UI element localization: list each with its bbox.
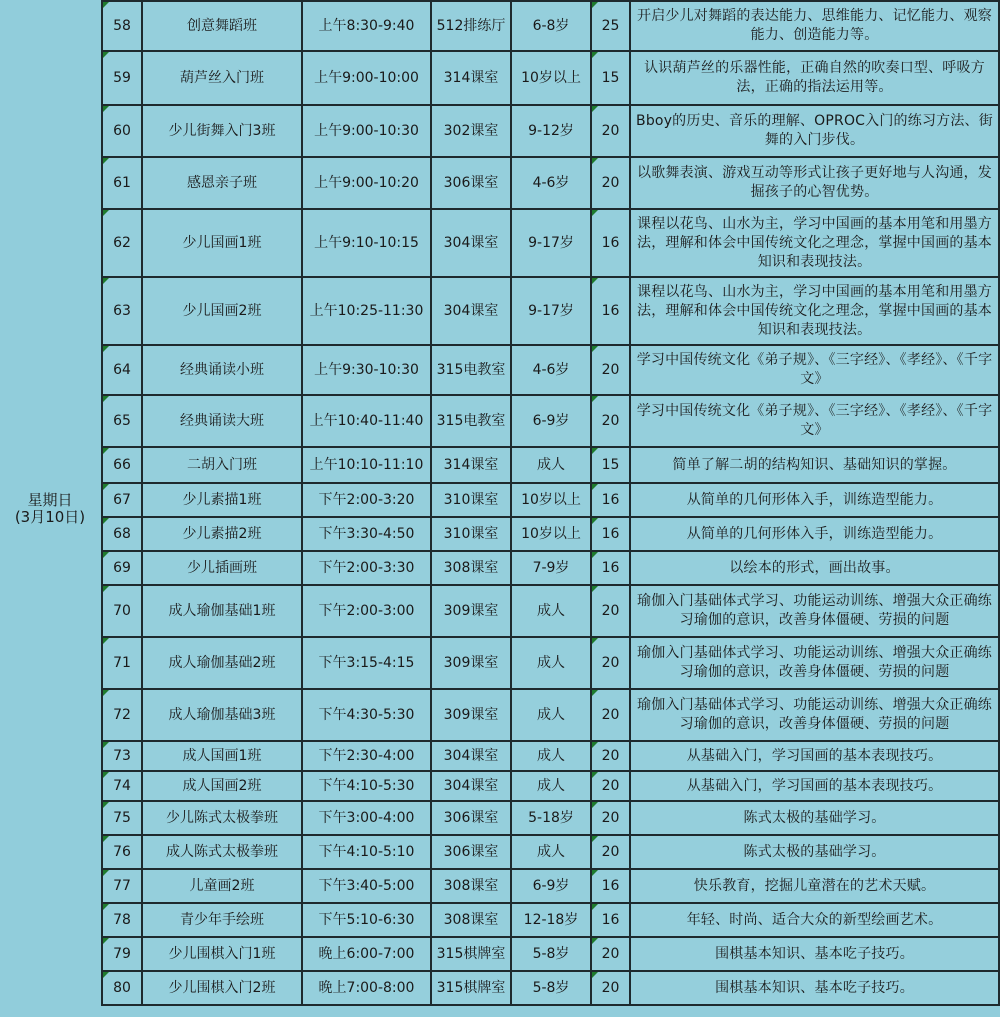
class-capacity: 20 [591,157,630,209]
class-room: 308课室 [431,903,511,937]
class-time: 下午4:10-5:30 [302,771,431,801]
class-capacity: 20 [591,689,630,741]
table-row [102,395,999,447]
class-name: 成人瑜伽基础3班 [142,689,302,741]
class-number: 59 [102,51,142,105]
class-description: 围棋基本知识、基本吃子技巧。 [630,937,999,971]
class-capacity: 20 [591,345,630,395]
class-room: 306课室 [431,157,511,209]
table-row [102,51,999,105]
class-number: 69 [102,551,142,585]
class-number: 73 [102,741,142,771]
table-row [102,637,999,689]
table-row [102,345,999,395]
class-name: 少儿陈式太极拳班 [142,801,302,835]
class-description: 认识葫芦丝的乐器性能，正确自然的吹奏口型、呼吸方法，正确的指法运用等。 [630,51,999,105]
class-capacity: 20 [591,585,630,637]
class-capacity: 16 [591,869,630,903]
class-age: 9-12岁 [511,105,591,157]
class-number: 76 [102,835,142,869]
class-name: 成人瑜伽基础2班 [142,637,302,689]
table-row [102,689,999,741]
table-row [102,801,999,835]
class-time: 下午2:00-3:20 [302,483,431,517]
class-capacity: 20 [591,835,630,869]
class-age: 成人 [511,447,591,483]
class-description: 从简单的几何形体入手，训练造型能力。 [630,483,999,517]
class-description: 瑜伽入门基础体式学习、功能运动训练、增强大众正确练习瑜伽的意识，改善身体僵硬、劳损的问题 [630,585,999,637]
class-number: 70 [102,585,142,637]
class-description: 学习中国传统文化《弟子规》、《三字经》、《孝经》、《千字文》 [630,345,999,395]
day-name: 星期日 [27,491,73,509]
class-number: 62 [102,209,142,277]
class-capacity: 25 [591,1,630,51]
class-capacity: 20 [591,771,630,801]
table-row [102,741,999,771]
class-capacity: 20 [591,937,630,971]
class-name: 成人陈式太极拳班 [142,835,302,869]
table-row [102,277,999,345]
class-description: 年轻、时尚、适合大众的新型绘画艺术。 [630,903,999,937]
class-room: 315棋牌室 [431,971,511,1005]
class-age: 6-9岁 [511,395,591,447]
class-time: 下午5:10-6:30 [302,903,431,937]
class-name: 少儿围棋入门1班 [142,937,302,971]
class-capacity: 16 [591,209,630,277]
class-room: 314课室 [431,51,511,105]
class-description: 陈式太极的基础学习。 [630,801,999,835]
class-name: 少儿街舞入门3班 [142,105,302,157]
class-room: 304课室 [431,771,511,801]
class-age: 5-18岁 [511,801,591,835]
class-description: 陈式太极的基础学习。 [630,835,999,869]
class-room: 309课室 [431,585,511,637]
schedule-table [101,0,1000,1006]
class-room: 304课室 [431,741,511,771]
class-capacity: 20 [591,637,630,689]
class-name: 成人国画2班 [142,771,302,801]
class-age: 6-9岁 [511,869,591,903]
class-room: 512排练厅 [431,1,511,51]
class-number: 66 [102,447,142,483]
class-room: 302课室 [431,105,511,157]
class-time: 上午10:25-11:30 [302,277,431,345]
class-description: 开启少儿对舞蹈的表达能力、思维能力、记忆能力、观察能力、创造能力等。 [630,1,999,51]
class-capacity: 16 [591,551,630,585]
class-room: 306课室 [431,835,511,869]
class-age: 5-8岁 [511,971,591,1005]
class-time: 下午4:10-5:10 [302,835,431,869]
class-name: 创意舞蹈班 [142,1,302,51]
table-row [102,971,999,1005]
class-name: 少儿插画班 [142,551,302,585]
class-age: 成人 [511,637,591,689]
class-number: 64 [102,345,142,395]
class-age: 成人 [511,771,591,801]
class-name: 二胡入门班 [142,447,302,483]
table-row [102,835,999,869]
class-age: 9-17岁 [511,277,591,345]
class-number: 61 [102,157,142,209]
class-room: 315电教室 [431,345,511,395]
class-age: 成人 [511,741,591,771]
class-room: 314课室 [431,447,511,483]
class-time: 上午8:30-9:40 [302,1,431,51]
class-number: 80 [102,971,142,1005]
class-number: 77 [102,869,142,903]
class-capacity: 20 [591,105,630,157]
table-row [102,483,999,517]
table-row [102,105,999,157]
table-row [102,517,999,551]
class-description: 以歌舞表演、游戏互动等形式让孩子更好地与人沟通，发掘孩子的心智优势。 [630,157,999,209]
class-name: 经典诵读大班 [142,395,302,447]
class-age: 12-18岁 [511,903,591,937]
class-capacity: 16 [591,903,630,937]
table-row [102,157,999,209]
class-time: 上午9:30-10:30 [302,345,431,395]
class-time: 上午9:10-10:15 [302,209,431,277]
table-row [102,1,999,51]
table-row [102,903,999,937]
table-row [102,551,999,585]
class-description: 从简单的几何形体入手，训练造型能力。 [630,517,999,551]
class-room: 310课室 [431,517,511,551]
class-name: 少儿素描2班 [142,517,302,551]
class-time: 下午2:30-4:00 [302,741,431,771]
class-time: 上午9:00-10:00 [302,51,431,105]
class-name: 葫芦丝入门班 [142,51,302,105]
class-age: 10岁以上 [511,51,591,105]
class-number: 58 [102,1,142,51]
class-name: 少儿国画1班 [142,209,302,277]
class-room: 315电教室 [431,395,511,447]
class-age: 5-8岁 [511,937,591,971]
class-capacity: 20 [591,741,630,771]
class-number: 63 [102,277,142,345]
table-row [102,585,999,637]
class-name: 少儿素描1班 [142,483,302,517]
class-description: 学习中国传统文化《弟子规》、《三字经》、《孝经》、《千字文》 [630,395,999,447]
class-room: 309课室 [431,689,511,741]
class-name: 少儿围棋入门2班 [142,971,302,1005]
class-time: 下午3:15-4:15 [302,637,431,689]
day-label [0,492,100,526]
class-name: 青少年手绘班 [142,903,302,937]
class-description: 快乐教育，挖掘儿童潜在的艺术天赋。 [630,869,999,903]
class-time: 上午10:10-11:10 [302,447,431,483]
class-room: 308课室 [431,869,511,903]
class-number: 75 [102,801,142,835]
class-capacity: 20 [591,801,630,835]
class-room: 308课室 [431,551,511,585]
class-description: Bboy的历史、音乐的理解、OPROC入门的练习方法、街舞的入门步伐。 [630,105,999,157]
class-room: 310课室 [431,483,511,517]
class-description: 简单了解二胡的结构知识、基础知识的掌握。 [630,447,999,483]
class-number: 71 [102,637,142,689]
class-description: 以绘本的形式，画出故事。 [630,551,999,585]
class-number: 65 [102,395,142,447]
table-row [102,937,999,971]
class-room: 304课室 [431,277,511,345]
class-time: 晚上6:00-7:00 [302,937,431,971]
class-age: 6-8岁 [511,1,591,51]
class-capacity: 16 [591,517,630,551]
class-capacity: 20 [591,395,630,447]
class-name: 感恩亲子班 [142,157,302,209]
class-time: 上午10:40-11:40 [302,395,431,447]
class-age: 10岁以上 [511,483,591,517]
class-time: 下午3:00-4:00 [302,801,431,835]
class-name: 成人瑜伽基础1班 [142,585,302,637]
class-age: 4-6岁 [511,345,591,395]
class-number: 60 [102,105,142,157]
class-name: 经典诵读小班 [142,345,302,395]
class-time: 下午2:00-3:30 [302,551,431,585]
class-age: 成人 [511,689,591,741]
day-date: (3月10日) [14,508,86,526]
class-time: 晚上7:00-8:00 [302,971,431,1005]
class-description: 课程以花鸟、山水为主，学习中国画的基本用笔和用墨方法，理解和体会中国传统文化之理念，掌握中国画的基本知识和表现技法。 [630,277,999,345]
class-name: 儿童画2班 [142,869,302,903]
class-description: 从基础入门，学习国画的基本表现技巧。 [630,741,999,771]
class-number: 72 [102,689,142,741]
class-room: 304课室 [431,209,511,277]
day-cell [0,0,100,1017]
class-age: 成人 [511,585,591,637]
class-age: 4-6岁 [511,157,591,209]
class-capacity: 15 [591,447,630,483]
class-capacity: 20 [591,971,630,1005]
class-description: 围棋基本知识、基本吃子技巧。 [630,971,999,1005]
table-row [102,869,999,903]
schedule-body [102,1,999,1005]
class-capacity: 16 [591,483,630,517]
class-name: 成人国画1班 [142,741,302,771]
table-row [102,209,999,277]
class-capacity: 16 [591,277,630,345]
class-room: 309课室 [431,637,511,689]
class-number: 74 [102,771,142,801]
class-name: 少儿国画2班 [142,277,302,345]
class-description: 瑜伽入门基础体式学习、功能运动训练、增强大众正确练习瑜伽的意识，改善身体僵硬、劳损的问题 [630,637,999,689]
class-time: 下午4:30-5:30 [302,689,431,741]
class-age: 10岁以上 [511,517,591,551]
class-number: 67 [102,483,142,517]
class-time: 上午9:00-10:20 [302,157,431,209]
table-row [102,771,999,801]
class-description: 瑜伽入门基础体式学习、功能运动训练、增强大众正确练习瑜伽的意识，改善身体僵硬、劳损的问题 [630,689,999,741]
class-description: 课程以花鸟、山水为主，学习中国画的基本用笔和用墨方法，理解和体会中国传统文化之理念，掌握中国画的基本知识和表现技法。 [630,209,999,277]
class-age: 7-9岁 [511,551,591,585]
table-row [102,447,999,483]
class-time: 下午3:40-5:00 [302,869,431,903]
class-description: 从基础入门，学习国画的基本表现技巧。 [630,771,999,801]
class-number: 68 [102,517,142,551]
class-capacity: 15 [591,51,630,105]
class-time: 下午3:30-4:50 [302,517,431,551]
class-room: 306课室 [431,801,511,835]
class-age: 9-17岁 [511,209,591,277]
class-room: 315棋牌室 [431,937,511,971]
class-number: 79 [102,937,142,971]
class-time: 上午9:00-10:30 [302,105,431,157]
class-number: 78 [102,903,142,937]
class-time: 下午2:00-3:00 [302,585,431,637]
class-age: 成人 [511,835,591,869]
